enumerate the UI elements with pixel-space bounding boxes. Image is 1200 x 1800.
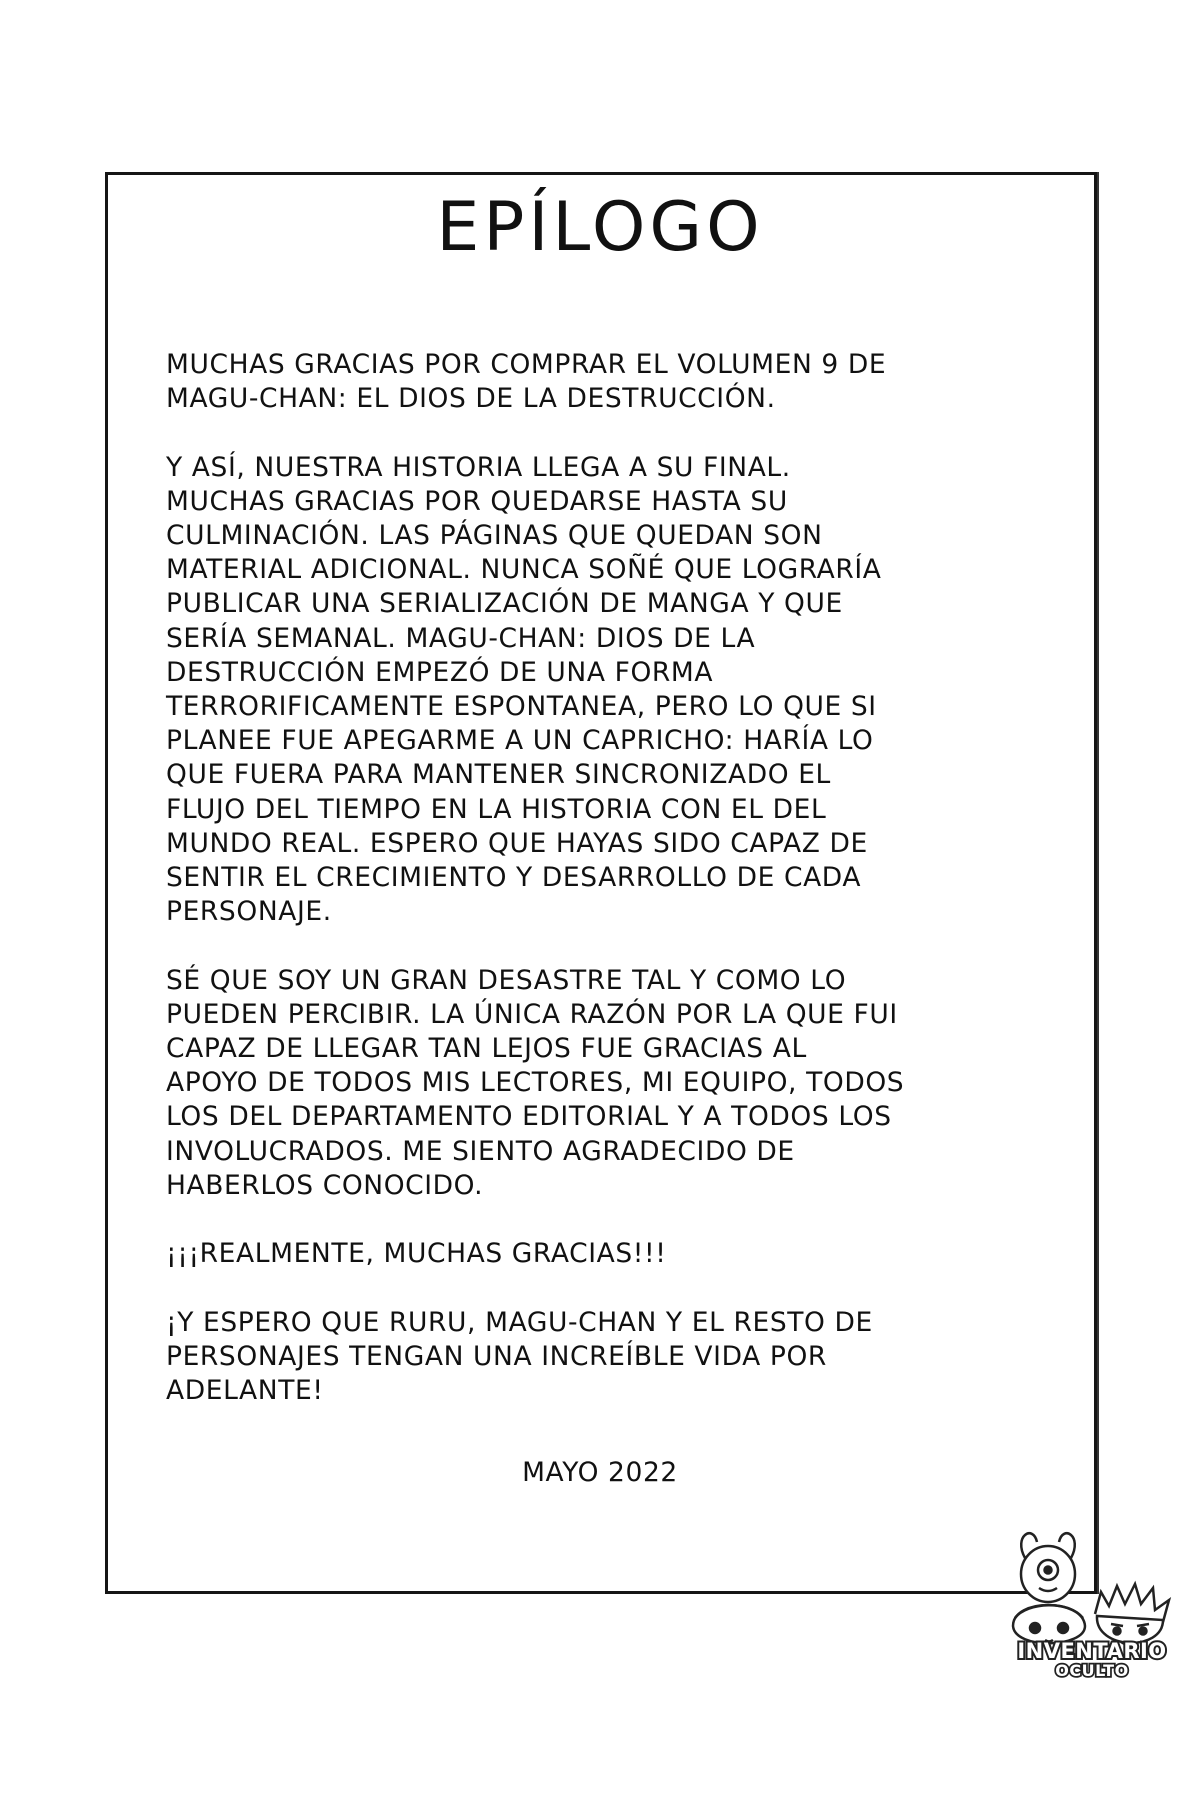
paragraph-gratitude: SÉ QUE SOY UN GRAN DESASTRE TAL Y COMO LO PUEDEN PERCIBIR. LA ÚNICA RAZÓN POR LA QUE FUI CAPAZ DE LLEGAR TAN LEJOS FUE GRACIAS AL APOYO DE TODOS MIS LECTORES, MI EQUIPO, TODOS LOS DEL DEPARTAMENTO EDITORIAL Y A TODOS LOS INVOLUCRADOS. ME SIENTO AGRADECIDO DE HABERLOS CONOCIDO. bbox=[166, 964, 905, 1201]
paragraph-farewell: ¡Y ESPERO QUE RURU, MAGU-CHAN Y EL RESTO DE PERSONAJES TENGAN UNA INCREÍBLE VIDA POR ADELANTE! bbox=[166, 1306, 873, 1407]
watermark-line1: INVENTARIO bbox=[1017, 1639, 1167, 1663]
epilogue-body bbox=[166, 348, 1066, 1442]
inventario-oculto-logo bbox=[1003, 1518, 1181, 1678]
watermark-line2: OCULTO bbox=[1055, 1661, 1129, 1678]
paragraph-exclamation: ¡¡¡REALMENTE, MUCHAS GRACIAS!!! bbox=[166, 1238, 667, 1270]
signature-date: MAYO 2022 bbox=[522, 1457, 678, 1488]
spiky-hair-boy-icon bbox=[1095, 1584, 1169, 1645]
horned-creature-icon bbox=[1021, 1533, 1075, 1602]
girl-face-icon bbox=[1013, 1605, 1085, 1643]
page-title: EPÍLOGO bbox=[436, 188, 764, 267]
paragraph-story-end: Y ASÍ, NUESTRA HISTORIA LLEGA A SU FINAL. MUCHAS GRACIAS POR QUEDARSE HASTA SU CULMINACIÓN. LAS PÁGINAS QUE QUEDAN SON MATERIAL ADICIONAL. NUNCA SOÑÉ QUE LOGRARÍA PUBLICAR UNA SERIALIZACIÓN DE MANGA Y QUE SERÍA SEMANAL. MAGU-CHAN: DIOS DE LA DESTRUCCIÓN EMPEZÓ DE UNA FORMA TERRORIFICAMENTE ESPONTANEA, PERO LO QUE SI PLANEE FUE APEGARME A UN CAPRICHO: HARÍA LO QUE FUERA PARA MANTENER SINCRONIZADO EL FLUJO DEL TIEMPO EN LA HISTORIA CON EL DEL MUNDO REAL. ESPERO QUE HAYAS SIDO CAPAZ DE SENTIR EL CRECIMIENTO Y DESARROLLO DE CADA PERSONAJE. bbox=[166, 451, 882, 928]
paragraph-thanks: MUCHAS GRACIAS POR COMPRAR EL VOLUMEN 9 DE MAGU-CHAN: EL DIOS DE LA DESTRUCCIÓN. bbox=[166, 349, 887, 415]
